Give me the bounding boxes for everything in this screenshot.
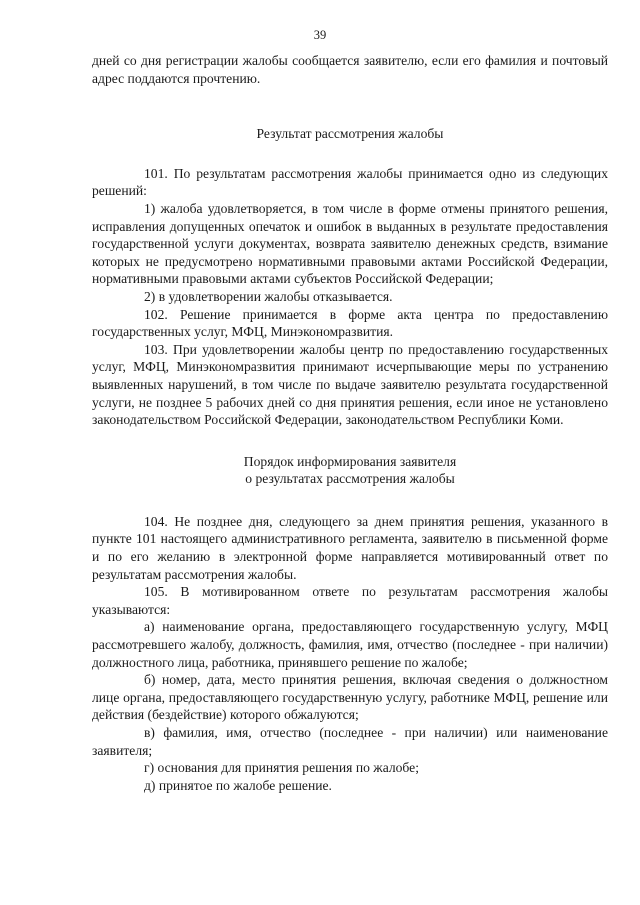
document-body: [92, 52, 608, 794]
paragraph-105-item-d: д) принятое по жалобе решение.: [144, 777, 332, 793]
paragraph-102: 102. Решение принимается в форме акта центра по предоставлению государственных услуг, МФЦ, Минэкономразвития.: [92, 306, 608, 340]
section-heading-result: Результат рассмотрения жалобы: [256, 126, 444, 142]
paragraph-103: 103. При удовлетворении жалобы центр по предоставлению государственных услуг, МФЦ, Минэкономразвития принимают исчерпывающие меры по устранению выявленных нарушений, в том числе по выдаче заявителю результата государственной услуги, не позднее 5 рабочих дней со дня принятия решения, если иное не установлено законодательством Российской Федерации, законодательством Республики Коми.: [92, 341, 608, 428]
paragraph-105-item-a: а) наименование органа, предоставляющего государственную услугу, МФЦ рассмотревшего жалобу, должность, фамилия, имя, отчество (последнее - при наличии) должностного лица, работника, принявшего решение по жалобе;: [92, 619, 608, 670]
section-heading-informing-line2: о результатах рассмотрения жалобы: [245, 471, 455, 487]
paragraph-105-item-v: в) фамилия, имя, отчество (последнее - при наличии) или наименование заявителя;: [92, 725, 608, 758]
intro-paragraph: дней со дня регистрации жалобы сообщается заявителю, если его фамилия и почтовый адрес поддаются прочтению.: [92, 53, 608, 86]
paragraph-101-item-2: 2) в удовлетворении жалобы отказывается.: [144, 288, 393, 304]
section-heading-informing: [92, 453, 608, 488]
section-heading-informing-line1: Порядок информирования заявителя: [243, 453, 457, 469]
page-number: 39: [313, 28, 327, 42]
paragraph-105-item-g: г) основания для принятия решения по жалобе;: [144, 760, 419, 776]
paragraph-105: 105. В мотивированном ответе по результатам рассмотрения жалобы указываются:: [92, 584, 608, 617]
paragraph-101: 101. По результатам рассмотрения жалобы принимается одно из следующих решений:: [92, 165, 608, 199]
paragraph-104: 104. Не позднее дня, следующего за днем принятия решения, указанного в пункте 101 настоящего административного регламента, заявителю в письменной форме и по его желанию в электронной форме направляется мотивированный ответ по результатам рассмотрения жалобы.: [92, 513, 608, 582]
paragraph-105-item-b: б) номер, дата, место принятия решения, включая сведения о должностном лице органа, предоставляющего государственную услугу, работнике МФЦ, решение или действия (бездействие) которого обжалуются;: [92, 672, 608, 723]
paragraph-101-item-1: 1) жалоба удовлетворяется, в том числе в форме отмены принятого решения, исправления допущенных опечаток и ошибок в выданных в результате предоставления государственной услуги документах, возврата заявителю денежных средств, взимание которых не предусмотрено нормативными правовыми актами Российской Федерации, нормативными правовыми актами субъектов Российской Федерации;: [92, 200, 608, 287]
